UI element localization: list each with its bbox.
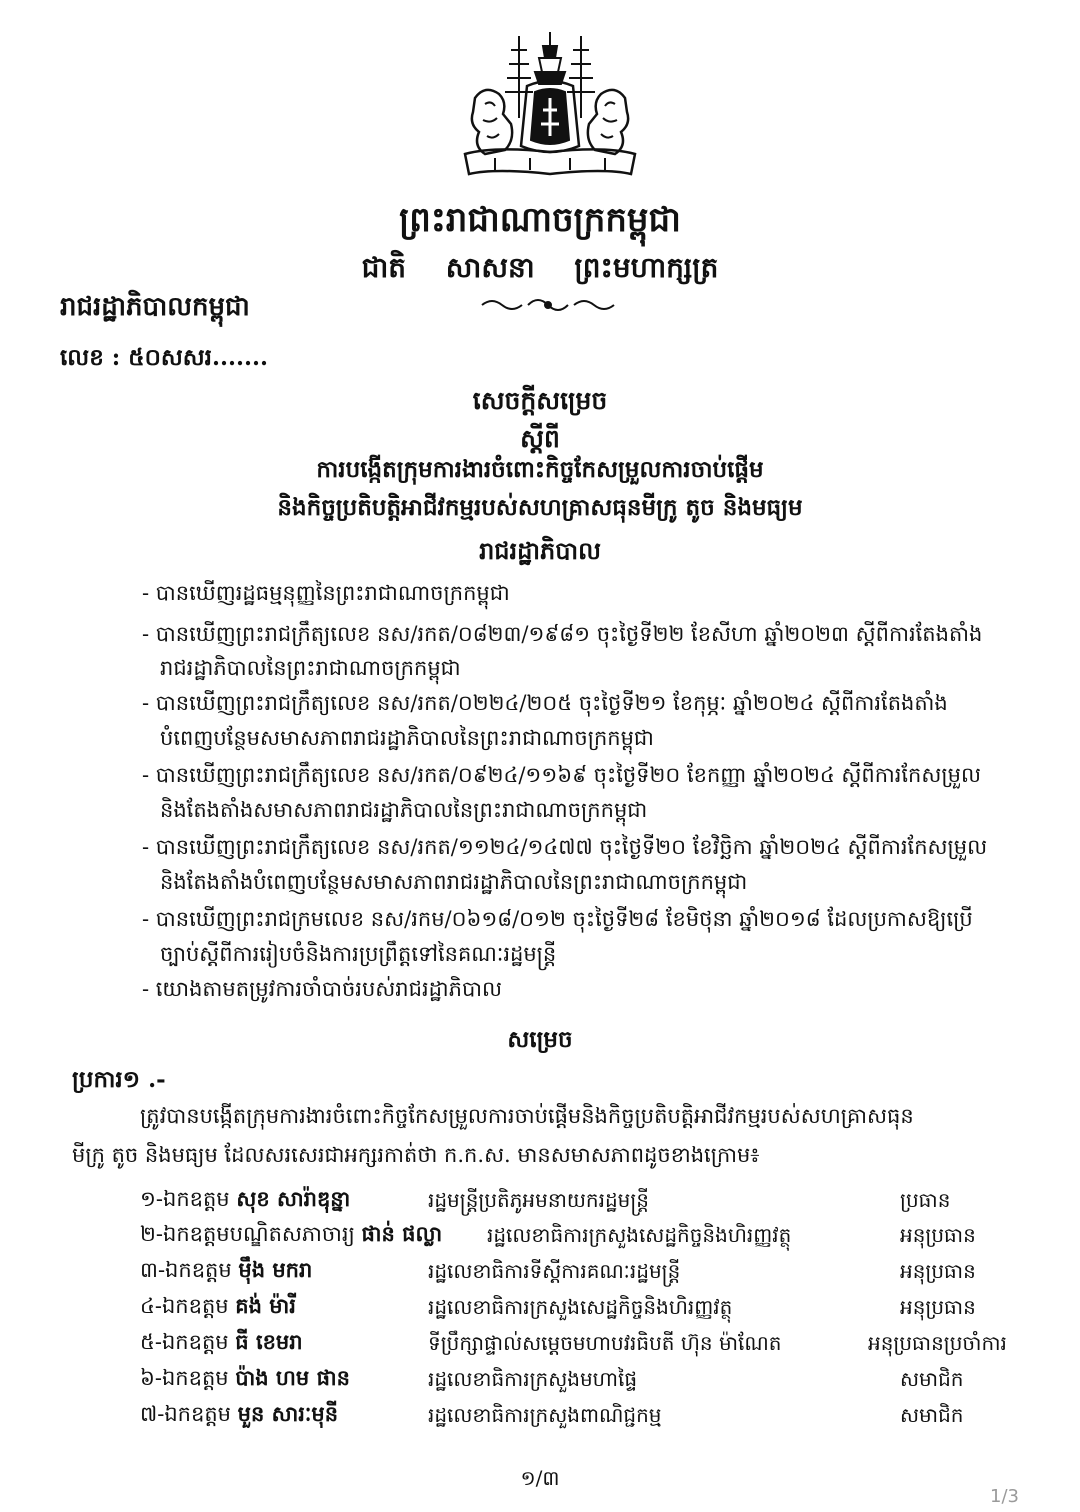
decision-heading: សម្រេច bbox=[507, 1026, 573, 1053]
member-role: សមាជិក bbox=[900, 1403, 964, 1427]
member-name: ៤-ឯកឧត្តម គង់ ម៉ារី bbox=[140, 1293, 296, 1318]
preamble-line: រាជរដ្ឋាភិបាលនៃព្រះរាជាណាចក្រកម្ពុជា bbox=[160, 656, 461, 680]
preamble-line: - បានឃើញរដ្ឋធម្មនុញ្ញនៃព្រះរាជាណាចក្រកម្ពុជា bbox=[142, 581, 510, 605]
royal-coat-of-arms-emblem bbox=[455, 28, 645, 188]
member-role: អនុប្រធាន bbox=[900, 1223, 976, 1247]
member-name: ៧-ឯកឧត្តម មួន សារៈមុនី bbox=[140, 1401, 339, 1426]
preamble-line: និងតែងតាំងបំពេញបន្ថែមសមាសភាពរាជរដ្ឋាភិបាលនៃព្រះរាជាណាចក្រកម្ពុជា bbox=[160, 870, 748, 894]
member-role: អនុប្រធាន bbox=[900, 1295, 976, 1319]
decision-subject-line-1: ការបង្កើតក្រុមការងារចំពោះកិច្ចកែសម្រួលការចាប់ផ្តើម bbox=[316, 456, 764, 483]
article-1-body-line-2: មីក្រូ តូច និងមធ្យម ដែលសរសេរជាអក្សរកាត់ថា ក.ក.ស. មានសមាសភាពដូចខាងក្រោម៖ bbox=[72, 1143, 760, 1167]
member-role: អនុប្រធាន bbox=[900, 1259, 976, 1283]
member-name: ៣-ឯកឧត្តម ម៉ឹង មករា bbox=[140, 1257, 313, 1282]
member-title: រដ្ឋលេខាធិការក្រសួងពាណិជ្ជកម្ម bbox=[428, 1403, 662, 1427]
preamble-line: - បានឃើញព្រះរាជក្រឹត្យលេខ នស/រកត/០៨២៣/១៩៨១ ចុះថ្ងៃទី២២ ខែសីហា ឆ្នាំ២០២៣ ស្តីពីការតែងតាំង bbox=[142, 622, 983, 646]
preamble-line: - បានឃើញព្រះរាជក្រមលេខ នស/រកម/០៦១៨/០១២ ចុះថ្ងៃទី២៨ ខែមិថុនា ឆ្នាំ២០១៨ ដែលប្រកាសឱ្យប្រើ bbox=[142, 907, 973, 931]
preamble-line: បំពេញបន្ថែមសមាសភាពរាជរដ្ឋាភិបាលនៃព្រះរាជាណាចក្រកម្ពុជា bbox=[160, 726, 654, 750]
viewer-page-indicator: 1/3 bbox=[990, 1486, 1019, 1507]
member-title: ទីប្រឹក្សាផ្ទាល់សម្តេចមហាបវរធិបតី ហ៊ុន ម៉ាណែត bbox=[428, 1331, 782, 1355]
preamble-line: - បានឃើញព្រះរាជក្រឹត្យលេខ នស/រកត/០៩២៤/១១៦៩ ចុះថ្ងៃទី២០ ខែកញ្ញា ឆ្នាំ២០២៤ ស្តីពីការកែសម្រួល bbox=[142, 763, 981, 787]
member-role: សមាជិក bbox=[900, 1367, 964, 1391]
decision-title: សេចក្តីសម្រេច bbox=[472, 386, 608, 415]
member-title: រដ្ឋលេខាធិការក្រសួងសេដ្ឋកិច្ចនិងហិរញ្ញវត្ថុ bbox=[487, 1223, 792, 1247]
government-label: រាជរដ្ឋាភិបាលកម្ពុជា bbox=[60, 292, 250, 322]
preamble-line: - បានឃើញព្រះរាជក្រឹត្យលេខ នស/រកត/១១២៤/១៤៧៧ ចុះថ្ងៃទី២០ ខែវិច្ឆិកា ឆ្នាំ២០២៤ ស្តីពីការកែសម្រួល bbox=[142, 835, 988, 859]
member-title: រដ្ឋមន្ត្រីប្រតិភូអមនាយករដ្ឋមន្ត្រី bbox=[428, 1188, 649, 1212]
member-title: រដ្ឋលេខាធិការទីស្តីការគណៈរដ្ឋមន្ត្រី bbox=[428, 1259, 681, 1283]
decorative-divider-ornament bbox=[478, 294, 618, 316]
document-number: លេខ : ៥០សសរ....... bbox=[60, 344, 269, 371]
article-1-body-line-1: ត្រូវបានបង្កើតក្រុមការងារចំពោះកិច្ចកែសម្រួលការចាប់ផ្តើមនិងកិច្ចប្រតិបត្តិអាជីវកម្មរបស់សហគ្រាសធុន bbox=[140, 1104, 914, 1128]
preamble-line: - បានឃើញព្រះរាជក្រឹត្យលេខ នស/រកត/០២២៤/២០៥ ចុះថ្ងៃទី២១ ខែកុម្ភៈ ឆ្នាំ២០២៤ ស្តីពីការតែងតាំង bbox=[142, 691, 948, 715]
member-role: ប្រធាន bbox=[900, 1188, 951, 1212]
member-name: ៥-ឯកឧត្តម ធី ខេមរា bbox=[140, 1329, 303, 1354]
page-number: ១/៣ bbox=[520, 1466, 560, 1490]
issuing-authority: រាជរដ្ឋាភិបាល bbox=[479, 536, 601, 565]
member-name: ៦-ឯកឧត្តម ប៉ាង ហម ផាន bbox=[140, 1365, 350, 1390]
member-name: ១-ឯកឧត្តម សុខ សារ៉ាឌុន្នា bbox=[140, 1186, 351, 1211]
member-title: រដ្ឋលេខាធិការក្រសួងមហាផ្ទៃ bbox=[428, 1367, 638, 1391]
kingdom-heading: ព្រះរាជាណាចក្រកម្ពុជា bbox=[399, 200, 681, 240]
article-1-label: ប្រការ១ .- bbox=[72, 1066, 166, 1093]
preamble-line: និងតែងតាំងសមាសភាពរាជរដ្ឋាភិបាលនៃព្រះរាជាណាចក្រកម្ពុជា bbox=[160, 798, 648, 822]
member-title: រដ្ឋលេខាធិការក្រសួងសេដ្ឋកិច្ចនិងហិរញ្ញវត្ថុ bbox=[428, 1295, 733, 1319]
preamble-line: ច្បាប់ស្តីពីការរៀបចំនិងការប្រព្រឹត្តទៅនៃគណៈរដ្ឋមន្ត្រី bbox=[160, 942, 557, 966]
member-role: អនុប្រធានប្រចាំការ bbox=[868, 1331, 1007, 1355]
preamble-line: - យោងតាមតម្រូវការចាំបាច់របស់រាជរដ្ឋាភិបាល bbox=[142, 977, 502, 1001]
member-name: ២-ឯកឧត្តមបណ្ឌិតសភាចារ្យ ផាន់ ផល្លា bbox=[140, 1221, 443, 1246]
national-motto: ជាតិ សាសនា ព្រះមហាក្សត្រ bbox=[361, 251, 719, 284]
decision-subject-label: ស្តីពី bbox=[520, 424, 560, 453]
decision-subject-line-2: និងកិច្ចប្រតិបត្តិអាជីវកម្មរបស់សហគ្រាសធុនមីក្រូ តូច និងមធ្យម bbox=[277, 494, 803, 521]
